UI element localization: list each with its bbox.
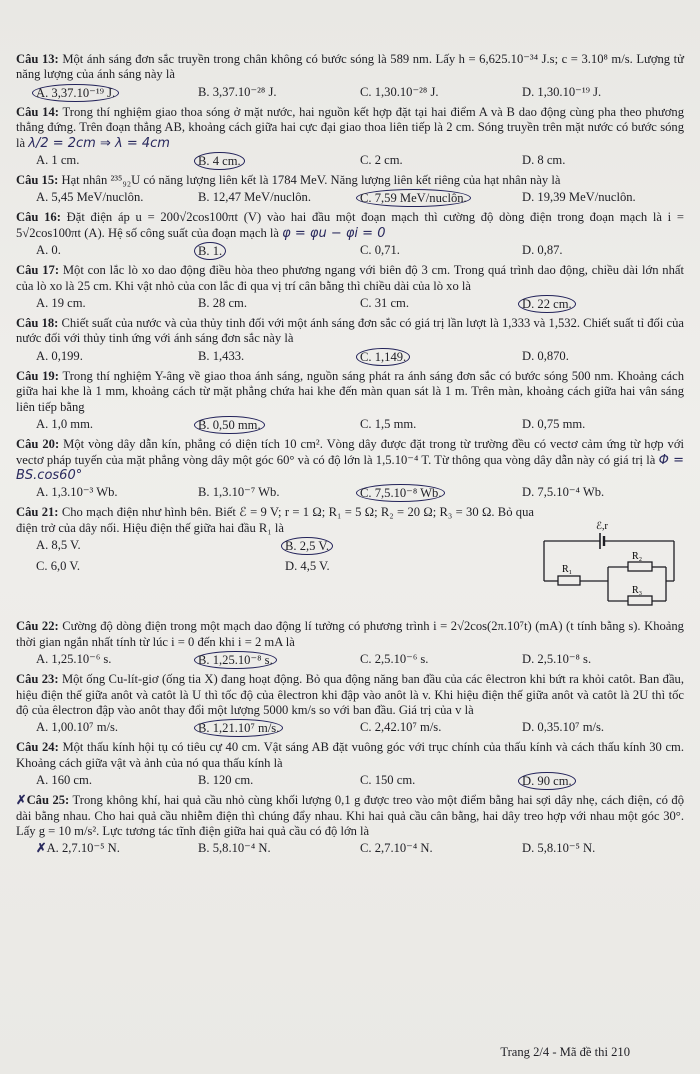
question-label: Câu 22:: [16, 619, 59, 634]
question-text: Một vòng dây dẫn kín, phẳng có diện tích 10 cm². Vòng dây được đặt trong từ trường đều có vectơ cảm ứng từ hợp với vectơ pháp tuyến của mặt phẳng vòng dây một góc 60° và có độ lớn là 1,5.10⁻⁴ T. Từ thông qua vòng dây dẫn này có giá trị là: [16, 437, 684, 467]
option-b: [198, 719, 360, 737]
option-d[interactable]: D. 2,5.10⁻⁸ s.: [522, 652, 592, 667]
question-text: Trong không khí, hai quả cầu nhỏ cùng khối lượng 0,1 g được treo vào một điểm bằng hai sợi dây nhẹ, cách điện, có độ dài bằng nhau. Cho hai quả cầu nhiễm điện thì chúng đẩy nhau. Khi hai quả cầu cân bằng, hai dây treo hợp với nhau một góc 30°. Lấy g = 10 m/s². Lực tương tác tĩnh điện giữa hai quả cầu có độ lớn là: [16, 793, 684, 838]
question-label: Câu 13:: [16, 52, 59, 66]
option-c[interactable]: C. 150 cm.: [360, 773, 416, 788]
option-c[interactable]: C. 2,42.10⁷ m/s.: [360, 720, 442, 735]
option-b: [285, 537, 534, 555]
options-22: [36, 651, 684, 669]
option-b[interactable]: B. 12,47 MeV/nuclôn.: [198, 190, 311, 205]
question-label: Câu 25:: [26, 793, 70, 808]
option-a[interactable]: A. 5,45 MeV/nuclôn.: [36, 190, 144, 205]
options-15: [36, 189, 684, 207]
option-b[interactable]: B. 5,8.10⁻⁴ N.: [198, 841, 271, 856]
handwritten-note: φ = φu − φi = 0: [282, 225, 386, 241]
question-text: Một ống Cu-lít-giơ (ống tia X) đang hoạt động. Bỏ qua động năng ban đầu của các êlectron khi bứt ra khỏi catôt. Ban đầu, hiệu điện thế giữa anôt và catôt là U thì tốc độ của êlectron khi đập vào anôt là v. Khi hiệu điện thế giữa anôt và catôt là 2U thì tốc độ của êlectron đập vào anôt thay đổi một lượng 5000 km/s so với ban đầu. Giá trị của v là: [16, 672, 684, 717]
option-c[interactable]: C. 2,5.10⁻⁶ s.: [360, 652, 429, 667]
question-text: Hạt nhân ²³⁵₉₂U có năng lượng liên kết là 1784 MeV. Năng lượng liên kết riêng của hạt nhân này là: [61, 173, 561, 188]
selected-answer-mark[interactable]: C. 7,59 MeV/nuclôn.: [356, 189, 471, 207]
option-b: [198, 152, 360, 170]
options-25: [36, 840, 684, 856]
option-d[interactable]: D. 8 cm.: [522, 153, 566, 168]
cross-mark-icon: ✗: [36, 841, 47, 856]
option-c[interactable]: C. 0,71.: [360, 243, 400, 258]
selected-answer-mark[interactable]: D. 22 cm.: [518, 295, 576, 313]
question-text: Trong thí nghiệm Y-âng về giao thoa ánh sáng, nguồn sáng phát ra ánh sáng đơn sắc có bước sóng 500 nm. Khoảng cách giữa hai khe là 1 mm, khoảng cách từ mặt phẳng chứa hai khe đến màn quan sát là 1 m. Trên màn, khoảng cách giữa hai vân sáng liên tiếp bằng: [16, 368, 685, 414]
handwritten-note: λ/2 = 2cm ⇒ λ = 4cm: [28, 135, 170, 151]
question-21-block: [16, 505, 684, 619]
resistor-r2: [628, 562, 652, 571]
selected-answer-mark[interactable]: B. 2,5 V.: [281, 537, 333, 555]
question-label: Câu 23:: [16, 672, 59, 687]
question-24: [16, 740, 684, 771]
question-13: [16, 52, 684, 83]
r3-label: R₃: [632, 585, 643, 597]
options-18: [36, 348, 684, 366]
question-label: Câu 21:: [16, 505, 59, 520]
option-a[interactable]: A. 160 cm.: [36, 773, 92, 788]
option-c: [360, 189, 522, 207]
question-text: Một con lắc lò xo dao động điều hòa theo phương ngang với biên độ 3 cm. Trong quá trình dao động, chiều dài lớn nhất của lò xo là 25 cm. Khi vật nhỏ của con lắc đi qua vị trí cân bằng thì chiều dài của lò xo là: [16, 263, 684, 293]
question-22: [16, 619, 684, 650]
options-14: [36, 152, 684, 170]
question-16: [16, 210, 684, 241]
option-c[interactable]: C. 6,0 V.: [36, 559, 80, 574]
option-d[interactable]: D. 0,75 mm.: [522, 417, 586, 432]
option-d: [522, 295, 684, 313]
options-17: [36, 295, 684, 313]
r1-label: R₁: [562, 564, 573, 576]
selected-answer-mark[interactable]: D. 90 cm.: [518, 772, 576, 790]
option-c[interactable]: C. 1,5 mm.: [360, 417, 417, 432]
option-c[interactable]: C. 2,7.10⁻⁴ N.: [360, 841, 433, 856]
option-c: [360, 348, 522, 366]
option-d[interactable]: D. 0,35.10⁷ m/s.: [522, 720, 605, 735]
options-16: [36, 242, 684, 260]
handwritten-note: Φ = BS.cos60°: [16, 452, 684, 483]
resistor-r1: [558, 576, 580, 585]
option-c: [360, 484, 522, 502]
option-b: [198, 416, 360, 434]
option-d[interactable]: D. 4,5 V.: [285, 559, 330, 574]
selected-answer-mark[interactable]: C. 1,149.: [356, 348, 410, 366]
question-label: Câu 19:: [16, 368, 59, 383]
option-a[interactable]: A. 8,5 V.: [36, 538, 81, 553]
option-a[interactable]: A. 1,25.10⁻⁶ s.: [36, 652, 112, 667]
question-text: Một thấu kính hội tụ có tiêu cự 40 cm. Vật sáng AB đặt vuông góc với trục chính của thấu kính và cách thấu kính 30 cm. Khoảng cách giữa vật và ảnh của nó qua thấu kính là: [16, 740, 684, 770]
question-21: [16, 505, 534, 536]
resistor-r3: [628, 596, 652, 605]
selected-answer-mark[interactable]: B. 0,50 mm.: [194, 416, 265, 434]
question-20: [16, 437, 684, 483]
option-a[interactable]: A. 1,0 mm.: [36, 417, 94, 432]
question-15: [16, 173, 684, 188]
question-label: Câu 14:: [16, 104, 59, 119]
question-text: Một ánh sáng đơn sắc truyền trong chân không có bước sóng là 589 nm. Lấy h = 6,625.10⁻³⁴ J.s; c = 3.10⁸ m/s. Lượng tử năng lượng của ánh sáng này là: [16, 52, 684, 82]
option-d: [522, 772, 684, 790]
option-d[interactable]: D. 19,39 MeV/nuclôn.: [522, 190, 636, 205]
question-label: Câu 16:: [16, 210, 61, 225]
option-d[interactable]: D. 5,8.10⁻⁵ N.: [522, 841, 596, 856]
selected-answer-mark[interactable]: B. 1.: [194, 242, 226, 260]
question-text: Chiết suất của nước và của thủy tinh đối với một ánh sáng đơn sắc có giá trị lần lượt là 1,333 và 1,532. Chiết suất tỉ đối của nước đối với thủy tinh ứng với ánh sáng đơn sắc này là: [16, 316, 684, 346]
option-a[interactable]: A. 1,3.10⁻³ Wb.: [36, 485, 118, 500]
options-23: [36, 719, 684, 737]
option-d[interactable]: D. 0,870.: [522, 348, 569, 363]
option-a[interactable]: A. 19 cm.: [36, 296, 86, 311]
option-b[interactable]: B. 1,3.10⁻⁷ Wb.: [198, 485, 280, 500]
question-label: Câu 15:: [16, 173, 59, 188]
question-label: Câu 20:: [16, 437, 60, 452]
options-21-row2: [36, 558, 534, 574]
option-c[interactable]: C. 31 cm.: [360, 296, 409, 311]
options-21-row1: [36, 537, 534, 555]
cross-mark-icon: ✗: [16, 793, 27, 808]
selected-answer-mark[interactable]: B. 4 cm.: [194, 152, 245, 170]
question-text: Cho mạch điện như hình bên. Biết ℰ = 9 V; r = 1 Ω; R₁ = 5 Ω; R₂ = 20 Ω; R₃ = 30 Ω. Bỏ qua điện trở của dây nối. Hiệu điện thế giữa hai đầu R₁ là: [16, 505, 534, 535]
option-b: [198, 651, 360, 669]
option-b[interactable]: B. 3,37.10⁻²⁸ J.: [198, 84, 277, 99]
question-19: [16, 369, 684, 415]
question-text: Cường độ dòng điện trong một mạch dao động lí tưởng có phương trình i = 2√2cos(2π.10⁷t) (mA) (t tính bằng s). Khoảng thời gian ngắn nhất tính từ lúc i = 0 đến khi i = 2 mA là: [16, 619, 684, 649]
options-20: [36, 484, 684, 502]
circuit-diagram: [534, 519, 684, 619]
question-23: [16, 672, 684, 718]
option-c[interactable]: C. 1,30.10⁻²⁸ J.: [360, 84, 439, 99]
option-c[interactable]: C. 2 cm.: [360, 153, 403, 168]
option-a[interactable]: A. 1 cm.: [36, 153, 80, 168]
selected-answer-mark[interactable]: A. 3,37.10⁻¹⁹ J.: [32, 84, 119, 102]
options-13: [36, 84, 684, 102]
page-footer: Trang 2/4 - Mã đề thi 210: [500, 1045, 630, 1059]
selected-answer-mark[interactable]: C. 7,5.10⁻⁸ Wb.: [356, 484, 445, 502]
option-a: [36, 840, 198, 856]
question-14: [16, 105, 684, 151]
question-label: Câu 17:: [16, 263, 60, 278]
options-24: [36, 772, 684, 790]
option-a-label[interactable]: A. 2,7.10⁻⁵ N.: [46, 841, 120, 856]
options-19: [36, 416, 684, 434]
selected-answer-mark[interactable]: B. 1,25.10⁻⁸ s.: [194, 651, 277, 669]
question-text: Trong thí nghiệm giao thoa sóng ở mặt nước, hai nguồn kết hợp đặt tại hai điểm A và B dao động cùng pha theo phương thẳng đứng. Trên đoạn thẳng AB, khoảng cách giữa hai cực đại giao thoa liên tiếp là 2 cm. Sóng truyền trên mặt nước có bước sóng là: [16, 104, 684, 150]
question-25: [16, 793, 684, 839]
question-label: Câu 18:: [16, 316, 59, 331]
option-a: [36, 84, 198, 102]
option-a[interactable]: A. 0.: [36, 243, 61, 258]
option-b[interactable]: B. 1,433.: [198, 348, 245, 363]
option-d[interactable]: D. 7,5.10⁻⁴ Wb.: [522, 485, 605, 500]
option-a[interactable]: A. 0,199.: [36, 348, 83, 363]
option-b: [198, 242, 360, 260]
option-b[interactable]: B. 120 cm.: [198, 773, 254, 788]
source-label: ℰ,r: [596, 521, 608, 533]
question-17: [16, 263, 684, 294]
question-text: Đặt điện áp u = 200√2cos100πt (V) vào hai đầu một đoạn mạch thì cường độ dòng điện trong đoạn mạch là i = 5√2cos100πt (A). Hệ số công suất của đoạn mạch là: [16, 210, 684, 240]
r2-label: R₂: [632, 551, 643, 563]
selected-answer-mark[interactable]: B. 1,21.10⁷ m/s.: [194, 719, 283, 737]
option-a[interactable]: A. 1,00.10⁷ m/s.: [36, 720, 119, 735]
option-d[interactable]: D. 1,30.10⁻¹⁹ J.: [522, 84, 602, 99]
question-label: Câu 24:: [16, 740, 59, 755]
question-18: [16, 316, 684, 347]
option-b[interactable]: B. 28 cm.: [198, 296, 247, 311]
option-d[interactable]: D. 0,87.: [522, 243, 563, 258]
